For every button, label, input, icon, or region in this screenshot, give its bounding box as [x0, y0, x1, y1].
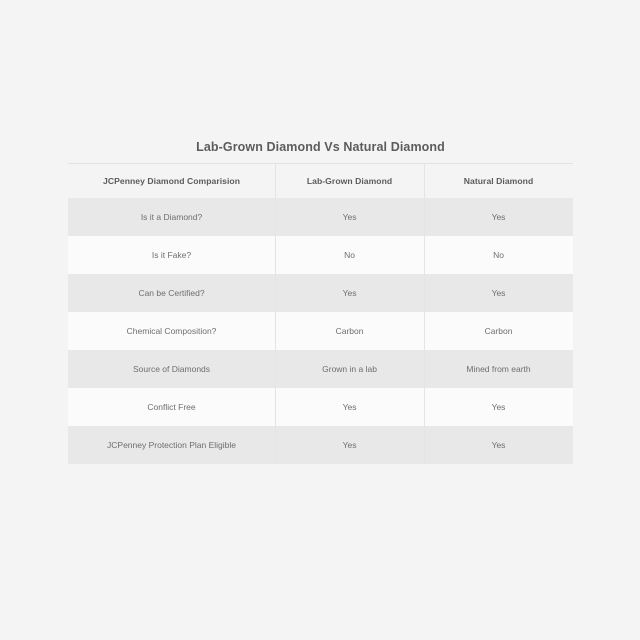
row-value-lab-grown: Grown in a lab	[275, 350, 424, 388]
row-value-natural: Yes	[424, 198, 573, 236]
table-row	[68, 388, 573, 426]
row-label: Conflict Free	[68, 388, 275, 426]
comparison-table-block	[68, 140, 573, 464]
table-row	[68, 350, 573, 388]
column-header-lab-grown: Lab-Grown Diamond	[275, 164, 424, 198]
table-row	[68, 274, 573, 312]
row-value-natural: No	[424, 236, 573, 274]
row-value-lab-grown: Yes	[275, 274, 424, 312]
row-label: Is it Fake?	[68, 236, 275, 274]
table-body	[68, 198, 573, 464]
row-label: Chemical Composition?	[68, 312, 275, 350]
row-value-natural: Yes	[424, 426, 573, 464]
column-header-natural: Natural Diamond	[424, 164, 573, 198]
row-label: Can be Certified?	[68, 274, 275, 312]
row-value-lab-grown: Yes	[275, 426, 424, 464]
row-label: Is it a Diamond?	[68, 198, 275, 236]
row-value-natural: Carbon	[424, 312, 573, 350]
row-value-natural: Yes	[424, 274, 573, 312]
row-value-lab-grown: No	[275, 236, 424, 274]
row-value-natural: Mined from earth	[424, 350, 573, 388]
table-row	[68, 312, 573, 350]
row-value-lab-grown: Yes	[275, 388, 424, 426]
table-row	[68, 198, 573, 236]
row-value-lab-grown: Carbon	[275, 312, 424, 350]
page-title: Lab-Grown Diamond Vs Natural Diamond	[68, 140, 573, 164]
row-value-natural: Yes	[424, 388, 573, 426]
table-row	[68, 426, 573, 464]
row-value-lab-grown: Yes	[275, 198, 424, 236]
column-header-comparison: JCPenney Diamond Comparision	[103, 176, 241, 186]
comparison-table	[68, 164, 573, 464]
row-label: JCPenney Protection Plan Eligible	[68, 426, 275, 464]
table-header-row	[68, 164, 573, 198]
table-row	[68, 236, 573, 274]
row-label: Source of Diamonds	[68, 350, 275, 388]
